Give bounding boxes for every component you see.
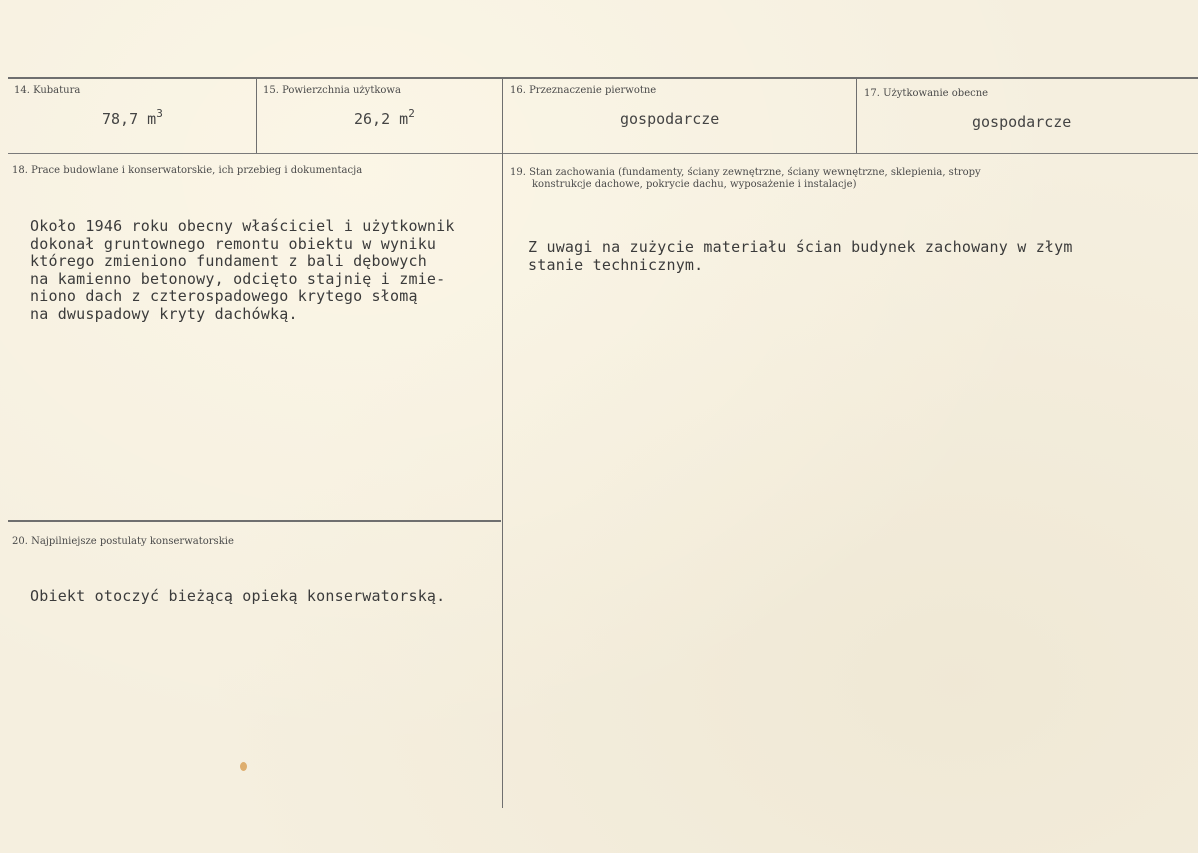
field-17-label: 17. Użytkowanie obecne — [864, 88, 989, 99]
divider-14-15 — [256, 78, 257, 153]
divider-16-17 — [856, 78, 857, 153]
field-16-value: gospodarcze — [620, 110, 720, 128]
field-15-label: 15. Powierzchnia użytkowa — [263, 85, 401, 96]
field-16-label: 16. Przeznaczenie pierwotne — [510, 85, 657, 96]
field-14-exponent: 3 — [156, 107, 163, 120]
field-14-value — [102, 107, 163, 128]
row1-bottom-rule — [8, 153, 1198, 154]
field-14-value-text: 78,7 m — [102, 110, 157, 128]
field-20-label: 20. Najpilniejsze postulaty konserwatorskie — [12, 536, 234, 547]
field-19-label-line1: 19. Stan zachowania (fundamenty, ściany zewnętrzne, ściany wewnętrzne, sklepienia, stropy — [510, 167, 981, 178]
field-17-value: gospodarcze — [972, 113, 1072, 131]
field-18-text: Około 1946 roku obecny właściciel i użytkownik dokonał gruntownego remontu obiektu w wyniku którego zmieniono fundament z bali dębowych na kamienno betonowy, odcięto stajnię i zmie- niono dach z czterospadowego krytego słomą na dwuspadowy kryty dachówką. — [30, 217, 455, 323]
field-18-label: 18. Prace budowlane i konserwatorskie, ich przebieg i dokumentacja — [12, 165, 363, 176]
field-15-value-text: 26,2 m — [354, 110, 409, 128]
divider-15-16 — [502, 78, 503, 808]
top-rule — [8, 77, 1198, 79]
field-14-label: 14. Kubatura — [14, 85, 81, 96]
field18-bottom-rule — [8, 520, 501, 522]
field-15-exponent: 2 — [408, 107, 415, 120]
paper-stain — [240, 762, 247, 771]
field-15-value — [354, 107, 415, 128]
field-20-text: Obiekt otoczyć bieżącą opieką konserwatorską. — [30, 587, 446, 605]
field-19-label-line2: konstrukcje dachowe, pokrycie dachu, wyposażenie i instalacje) — [532, 179, 857, 190]
field-19-text: Z uwagi na zużycie materiału ścian budynek zachowany w złym stanie technicznym. — [528, 238, 1073, 274]
